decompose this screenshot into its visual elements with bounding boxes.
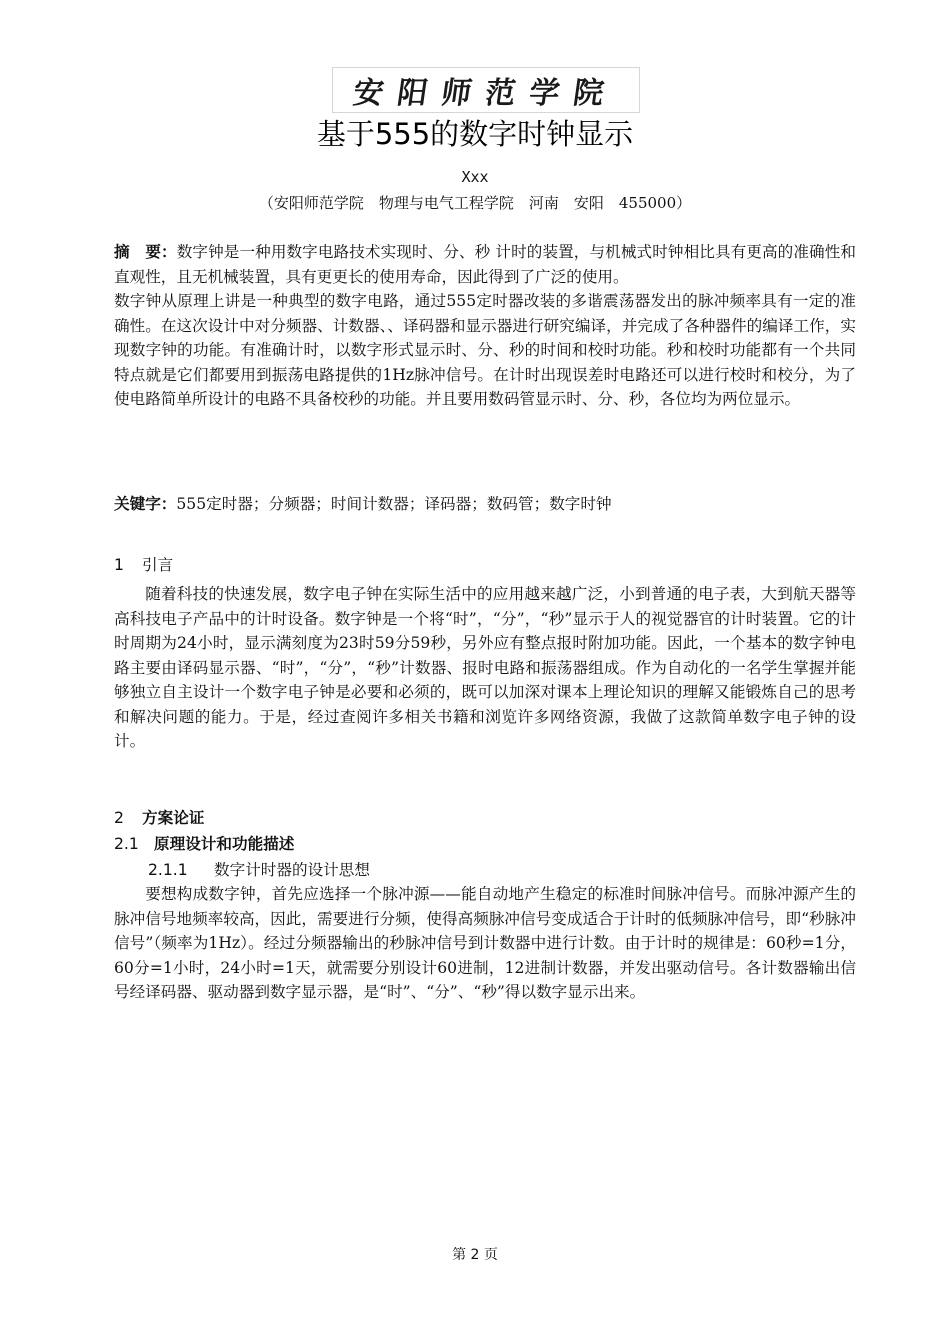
section-2-1-number: 2.1 [114, 835, 139, 853]
section-1-title: 引言 [142, 556, 174, 574]
abstract-text-1: 数字钟是一种用数字电路技术实现时、分、秒 计时的装置，与机械式时钟相比具有更高的准确性和直观性，且无机械装置，具有更更长的使用寿命，因此得到了广泛的使用。 [114, 243, 856, 286]
section-2-1-1-title: 数字计时器的设计思想 [214, 861, 370, 879]
page-number: 第 2 页 [452, 1247, 498, 1263]
section-2-title: 方案论证 [142, 809, 205, 827]
abstract [114, 240, 856, 412]
abstract-para-1 [114, 240, 856, 289]
section-1-heading [114, 553, 173, 575]
logo-text: 安阳师范学院 [351, 76, 620, 111]
paper-title: 基于555的数字时钟显示 [316, 117, 634, 151]
keywords-label: 关键字： [114, 495, 177, 513]
abstract-para-2: 数字钟从原理上讲是一种典型的数字电路，通过555定时器改装的多谐震荡器发出的脉冲频率具有一定的准确性。在这次设计中对分频器、计数器、、译码器和显示器进行研究编译，并完成了各种器件的编译工作，实现数字钟的功能。有准确计时，以数字形式显示时、分、秒的时间和校时功能。秒和校时功能都有一个共同特点就是它们都要用到振荡电路提供的1Hz脉冲信号。在计时出现误差时电路还可以进行校时和校分，为了使电路简单所设计的电路不具备校秒的功能。并且要用数码管显示时、分、秒，各位均为两位显示。 [114, 292, 856, 408]
section-1-number: 1 [114, 556, 124, 574]
section-2-number: 2 [114, 809, 124, 827]
keywords-text: 555定时器；分频器；时间计数器；译码器；数码管；数字时钟 [176, 495, 612, 513]
section-2-1-1-heading [148, 858, 370, 880]
section-2-heading [114, 806, 204, 828]
author: Xxx [461, 168, 489, 186]
university-logo [332, 67, 640, 113]
section-1-body: 随着科技的快速发展，数字电子钟在实际生活中的应用越来越广泛，小到普通的电子表，大到航天器等高科技电子产品中的计时设备。数字钟是一个将“时”，“分”，“秒”显示于人的视觉器官的计时装置。它的计时周期为24小时，显示满刻度为23时59分59秒，另外应有整点报时附加功能。因此，一个基本的数字钟电路主要由译码显示器、“时”，“分”，“秒”计数器、报时电路和振荡器组成。作为自动化的一名学生掌握并能够独立自主设计一个数字电子钟是必要和必须的，既可以加深对课本上理论知识的理解又能锻炼自己的思考和解决问题的能力。于是，经过查阅许多相关书籍和浏览许多网络资源，我做了这款简单数字电子钟的设计。 [114, 585, 856, 750]
section-2-1-heading [114, 832, 294, 854]
section-2-1-1-number: 2.1.1 [148, 861, 188, 879]
abstract-label: 摘 要： [114, 243, 177, 261]
affiliation: （安阳师范学院 物理与电气工程学院 河南 安阳 455000） [258, 194, 692, 212]
section-2-1-1-body: 要想构成数字钟，首先应选择一个脉冲源——能自动地产生稳定的标准时间脉冲信号。而脉冲源产生的脉冲信号地频率较高，因此，需要进行分频，使得高频脉冲信号变成适合于计时的低频脉冲信号，即“秒脉冲信号”（频率为1Hz）。经过分频器输出的秒脉冲信号到计数器中进行计数。由于计时的规律是：60秒=1分，60分=1小时，24小时=1天，就需要分别设计60进制，12进制计数器，并发出驱动信号。各计数器输出信号经译码器、驱动器到数字显示器，是“时”、“分”、“秒”得以数字显示出来。 [114, 885, 856, 1001]
section-2-1-title: 原理设计和功能描述 [154, 835, 295, 853]
keywords [114, 492, 856, 517]
